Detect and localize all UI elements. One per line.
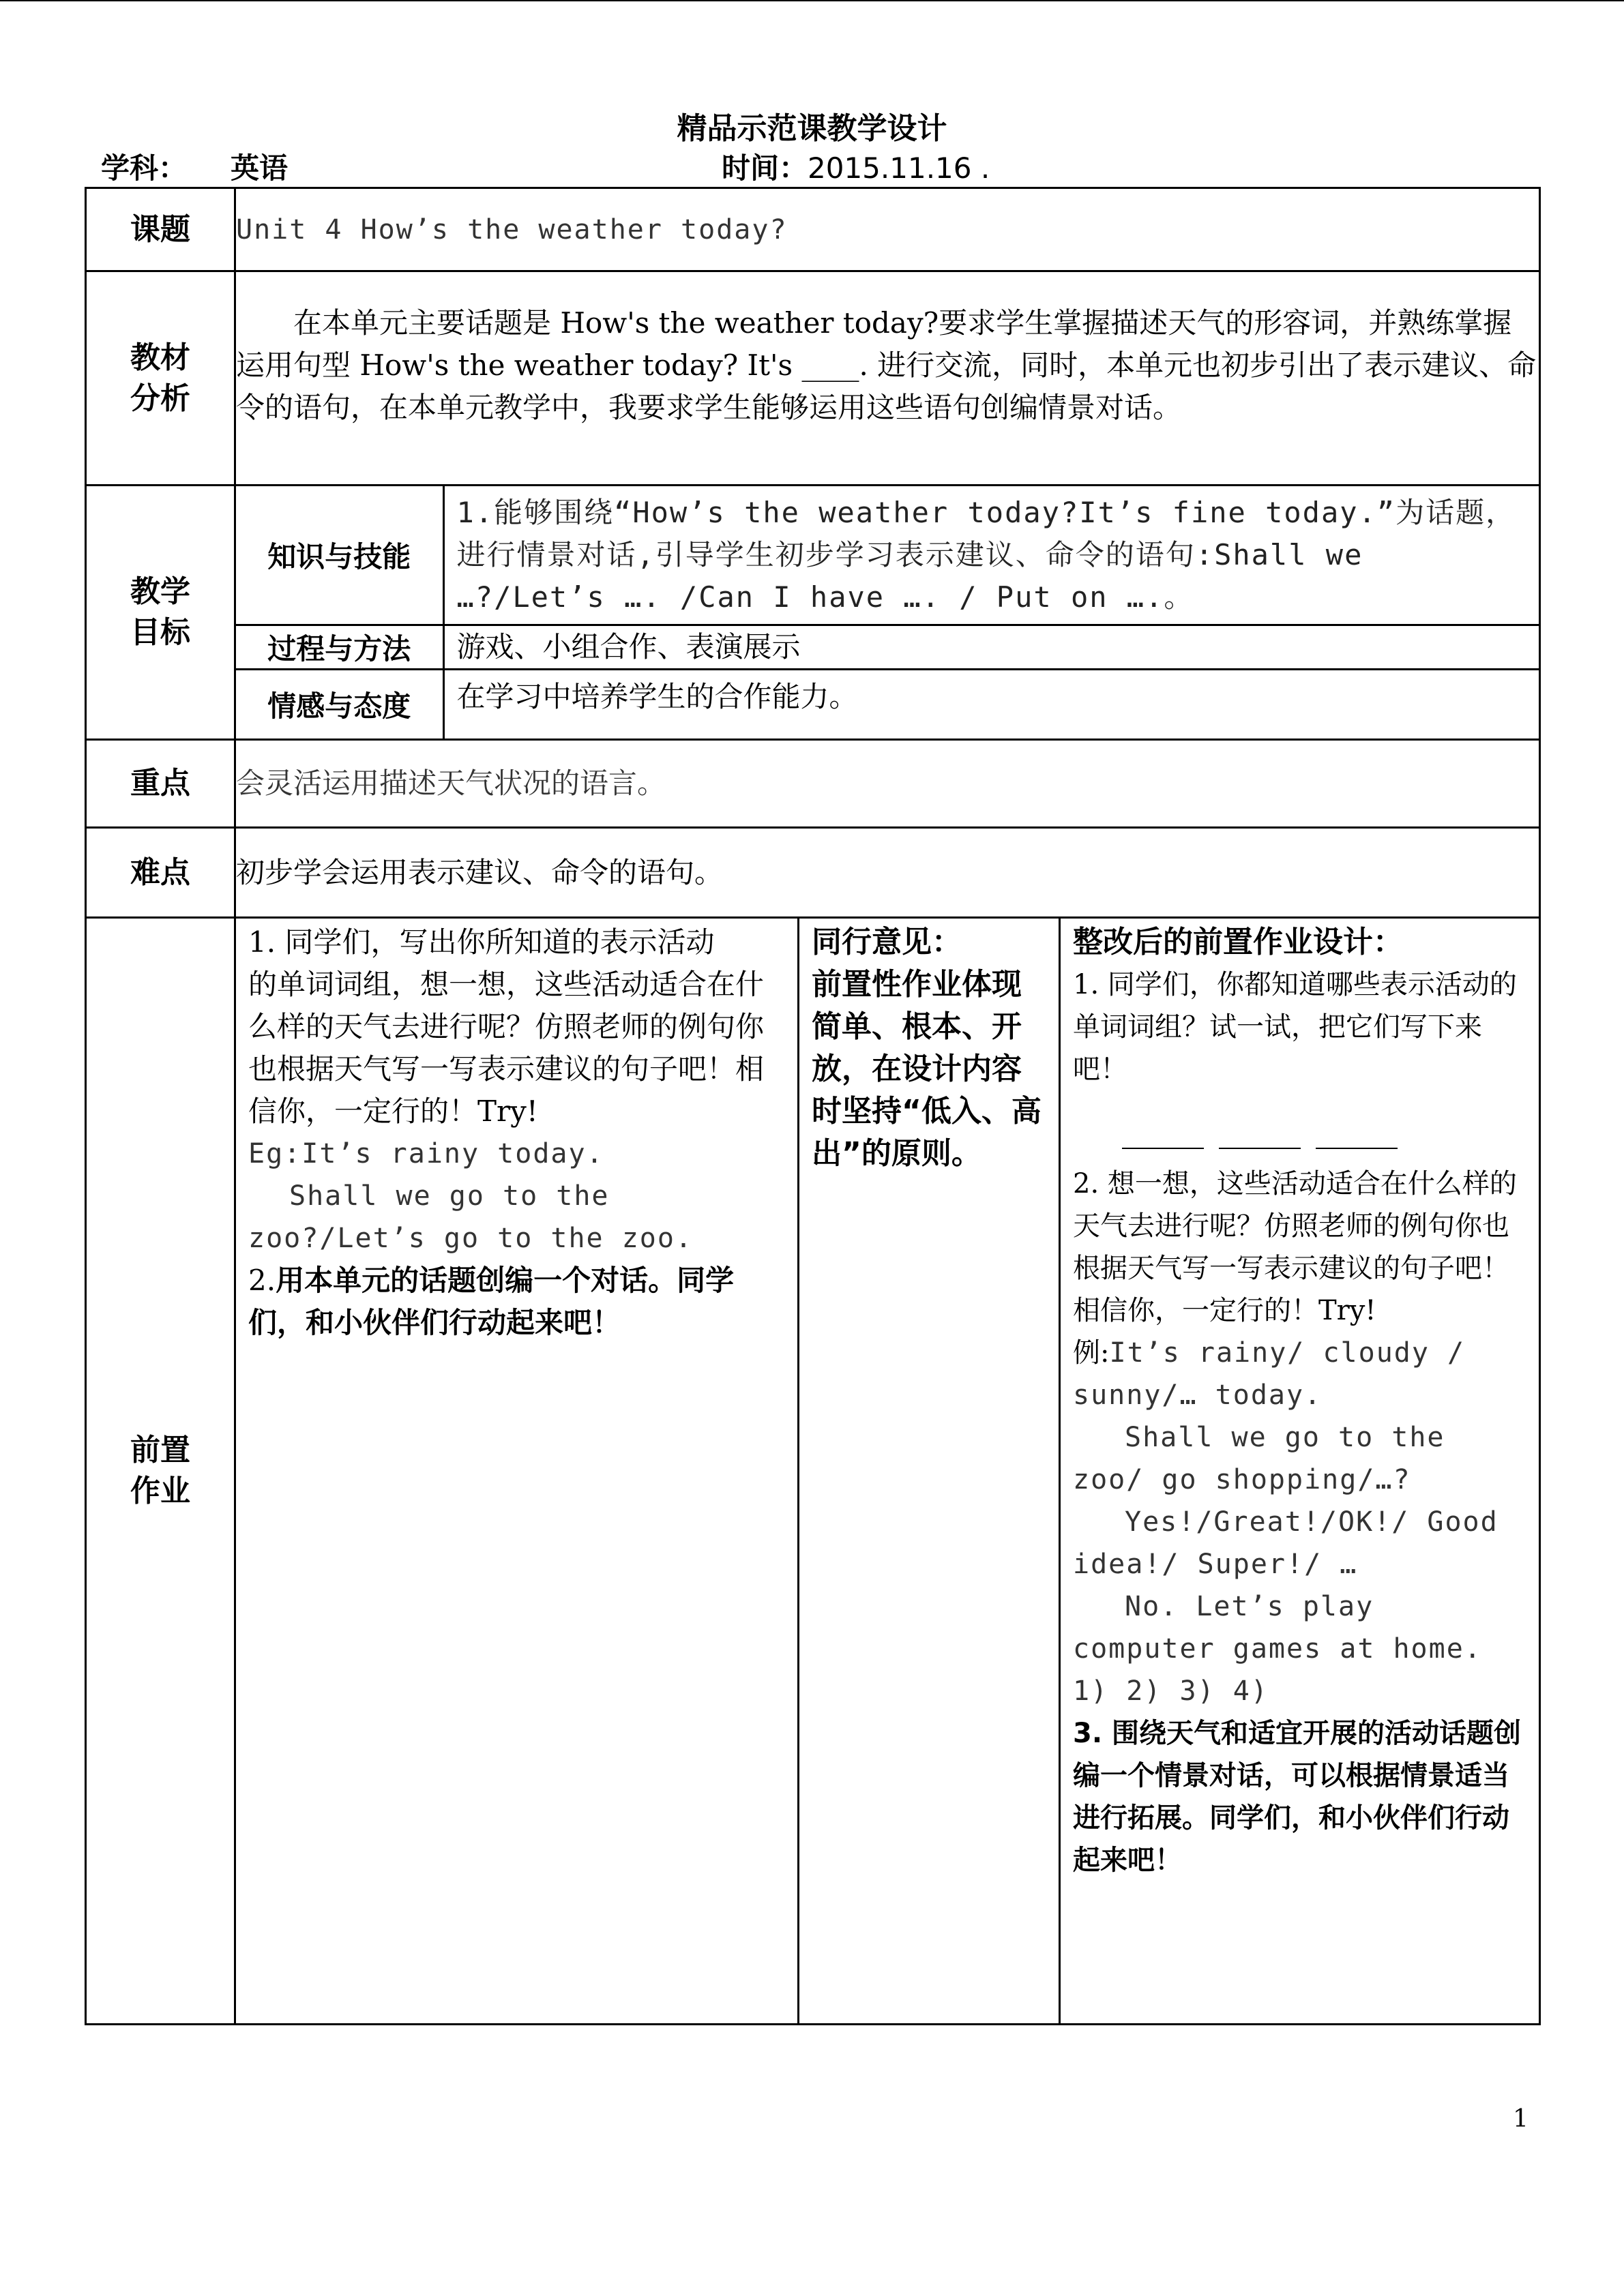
- objective-attitude-text: 在学习中培养学生的合作能力。: [456, 680, 858, 713]
- analysis-cell: [235, 271, 1540, 486]
- hw-example-2: Shall we go to the zoo?/Let’s go to the zoo.: [248, 1180, 694, 1254]
- revised-item3: [1073, 1712, 1526, 1881]
- revised-item1-num: 1.: [1073, 969, 1099, 1000]
- objectives-cell: [235, 486, 1540, 740]
- hw-item1-text: 同学们，写出你所知道的表示活动: [284, 925, 715, 959]
- answer-blank[interactable]: [1122, 1120, 1204, 1149]
- hw-item2-num: 2.: [248, 1264, 276, 1297]
- time-value: 2015.11.16 .: [808, 151, 990, 185]
- time-label: 时间：: [722, 151, 808, 185]
- revised-example-4: No. Let’s play computer games at home.: [1073, 1591, 1482, 1665]
- objective-knowledge-text: 1.能够围绕“How’s the weather today?It’s fine today.”为话题，进行情景对话,引导学生初步学习表示建议、命令的语句:Shall we …?/Let’s …. /Can I have …. / Put on ….。: [443, 486, 1539, 625]
- topic-value: Unit 4 How’s the weather today?: [235, 188, 1540, 271]
- objective-process-label: 过程与方法: [236, 625, 443, 670]
- topic-label: 课题: [86, 188, 235, 271]
- answer-blanks: [1073, 1107, 1526, 1149]
- peer-review-text: 前置性作业体现简单、根本、开放，在设计内容时坚持“低入、高出”的原则。: [812, 967, 1042, 1171]
- difficulty-value: 初步学会运用表示建议、命令的语句。: [235, 828, 1540, 918]
- objective-process-row: [236, 625, 1539, 670]
- analysis-label: [86, 271, 235, 486]
- key-point-label: 重点: [86, 740, 235, 828]
- key-point-row: [86, 740, 1540, 828]
- revised-example-1-text: It’s rainy/ cloudy / sunny/… today.: [1073, 1337, 1466, 1411]
- difficulty-label: 难点: [86, 828, 235, 918]
- answer-blank[interactable]: [1219, 1120, 1301, 1149]
- meta-row: [101, 146, 1533, 187]
- revised-item2-text: 想一想，这些活动适合在什么样的天气去进行呢？仿照老师的例句你也根据天气写一写表示建议的句子吧！相信你，一定行的！Try!: [1073, 1168, 1517, 1326]
- hw-item2-text: 用本单元的话题创编一个对话。同学们，和小伙伴们行动起来吧！: [248, 1264, 735, 1339]
- revised-example-label: 例:: [1073, 1337, 1110, 1369]
- objective-process-text: 游戏、小组合作、表演展示: [443, 625, 1539, 670]
- revised-homework: [1061, 919, 1539, 2023]
- revised-heading: 整改后的前置作业设计：: [1073, 925, 1403, 959]
- peer-review-heading: 同行意见：: [812, 925, 962, 959]
- hw-example-1: Eg:It’s rainy today.: [248, 1138, 604, 1169]
- objective-knowledge-label: 知识与技能: [236, 486, 443, 625]
- revised-item1: [1073, 964, 1526, 1090]
- page-title: 精品示范课教学设计: [677, 111, 947, 146]
- objective-attitude-row: [236, 670, 1539, 739]
- homework-label-line2: 作业: [130, 1474, 190, 1508]
- objectives-label-line2: 目标: [130, 615, 190, 650]
- revised-example-3: Yes!/Great!/OK!/ Good idea!/ Super!/ …: [1073, 1506, 1498, 1580]
- answer-blank[interactable]: [1316, 1120, 1398, 1149]
- revised-item3-num: 3.: [1073, 1718, 1103, 1749]
- page-number: 1: [1513, 2105, 1529, 2133]
- homework-original: [236, 919, 799, 2023]
- list-markers: 1) 2) 3) 4): [1073, 1675, 1269, 1707]
- homework-label-line1: 前置: [130, 1433, 190, 1467]
- time-field: [722, 146, 990, 187]
- difficulty-row: [86, 828, 1540, 918]
- peer-review: [799, 919, 1061, 2023]
- hw-item1-continued: 的单词词组，想一想，这些活动适合在什么样的天气去进行呢？仿照老师的例句你也根据天气写一写表示建议的句子吧！相信你，一定行的！Try!: [248, 968, 765, 1128]
- revised-item3-text: 围绕天气和适宜开展的活动话题创编一个情景对话，可以根据情景适当进行拓展。同学们，和小伙伴们行动起来吧！: [1073, 1718, 1521, 1876]
- analysis-row: [86, 271, 1540, 486]
- hw-item2-line: [248, 1259, 785, 1344]
- topic-row: [86, 188, 1540, 271]
- analysis-label-line1: 教材: [130, 340, 190, 375]
- hw-item1-line: [248, 921, 785, 964]
- objectives-label-line1: 教学: [130, 574, 190, 609]
- subject-value: 英语: [231, 151, 289, 185]
- homework-label: [86, 918, 235, 2025]
- objectives-table: [236, 486, 1539, 739]
- objectives-label: [86, 486, 235, 740]
- homework-row: [86, 918, 1540, 2025]
- objective-knowledge-row: [236, 486, 1539, 625]
- objective-attitude-label: 情感与态度: [236, 670, 443, 739]
- homework-columns: [236, 919, 1539, 2023]
- objectives-row: [86, 486, 1540, 740]
- homework-cell: [235, 918, 1540, 2025]
- hw-item1-num: 1.: [248, 925, 276, 959]
- key-point-value: 会灵活运用描述天气状况的语言。: [235, 740, 1540, 828]
- revised-example-2: Shall we go to the zoo/ go shopping/…?: [1073, 1422, 1445, 1495]
- subject-label: 学科：: [101, 151, 188, 185]
- revised-item2-num: 2.: [1073, 1168, 1099, 1199]
- revised-item1-text: 同学们，你都知道哪些表示活动的单词词组？试一试，把它们写下来吧！: [1073, 969, 1517, 1085]
- revised-item2: [1073, 1163, 1526, 1332]
- revised-example-1: [1073, 1332, 1526, 1416]
- analysis-text: 在本单元主要话题是 How's the weather today?要求学生掌握描述天气的形容词，并熟练掌握运用句型 How's the weather today? It's ____. 进行交流，同时，本单元也初步引出了表示建议、命令的语句，在本单元教学中，我要求学生能够运用这些语句创编情景对话。: [236, 306, 1537, 424]
- lesson-table: [85, 187, 1541, 2025]
- analysis-label-line2: 分析: [130, 381, 190, 416]
